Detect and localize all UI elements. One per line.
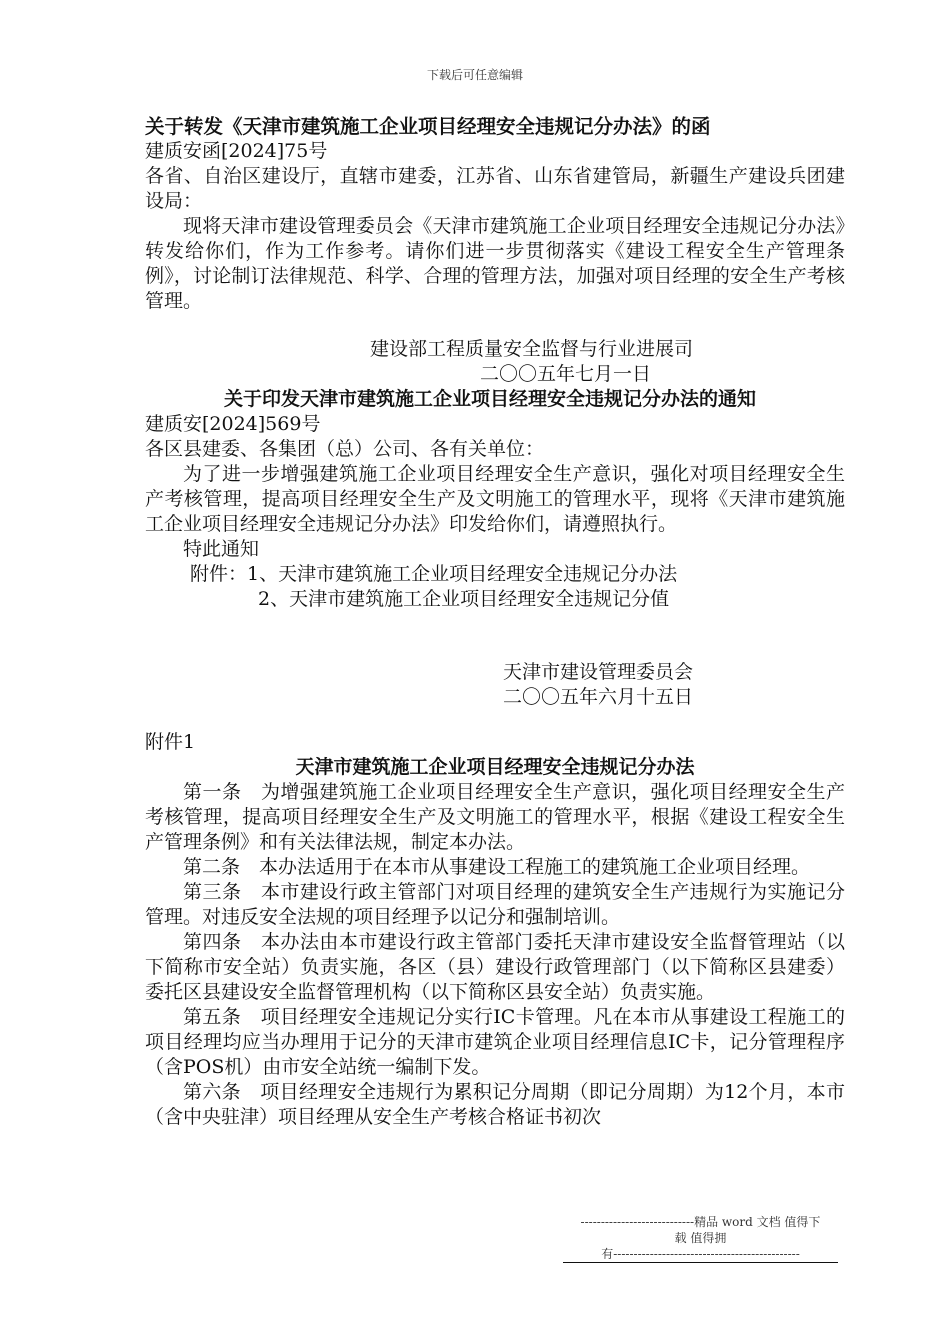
letter2-attachment-1: 附件：1、天津市建筑施工企业项目经理安全违规记分办法	[190, 563, 678, 585]
header-note: 下载后可任意编辑	[426, 68, 523, 82]
letter1-doc-number: 建质安函[2024]75号	[145, 140, 328, 162]
letter2-body: 为了进一步增强建筑施工企业项目经理安全生产意识，强化对项目经理安全生产考核管理，提高项目经理安全生产及文明施工的管理水平，现将《天津市建筑施工企业项目经理安全违规记分办法》印发给你们，请遵照执行。	[145, 463, 845, 535]
appendix-label: 附件1	[145, 731, 196, 753]
letter2-doc-number: 建质安[2024]569号	[145, 413, 321, 435]
letter1-title: 关于转发《天津市建筑施工企业项目经理安全违规记分办法》的函	[145, 115, 711, 138]
letter2-addressee: 各区县建委、各集团（总）公司、各有关单位：	[145, 438, 545, 460]
article-3: 第三条 本市建设行政主管部门对项目经理的建筑安全生产违规行为实施记分管理。对违反安全法规的项目经理予以记分和强制培训。	[145, 881, 845, 928]
letter1-addressee: 各省、自治区建设厅，直辖市建委，江苏省、山东省建管局，新疆生产建设兵团建设局：	[145, 165, 845, 212]
footer-note	[563, 1214, 838, 1262]
footer-line-1: ----------------------------精品 word 文档 值得下	[580, 1215, 821, 1229]
spacer	[145, 314, 845, 337]
letter1-body: 现将天津市建设管理委员会《天津市建筑施工企业项目经理安全违规记分办法》转发给你们，作为工作参考。请你们进一步贯彻落实《建设工程安全生产管理条例》，讨论制订法律规范、科学、合理的管理方法，加强对项目经理的安全生产考核管理。	[145, 215, 845, 312]
footer-line-3: 有----------------------------------------------	[601, 1247, 800, 1261]
spacer	[145, 612, 845, 660]
letter1-date: 二〇〇五年七月一日	[480, 363, 652, 385]
letter2-signer: 天津市建设管理委员会	[503, 661, 694, 683]
article-1: 第一条 为增强建筑施工企业项目经理安全生产意识，强化项目经理安全生产考核管理，提高项目经理安全生产及文明施工的管理水平，根据《建设工程安全生产管理条例》和有关法律法规，制定本办法。	[145, 781, 845, 853]
document-body	[145, 114, 845, 1130]
footer-line-2: 载 值得拥	[674, 1231, 727, 1245]
footer-rule	[563, 1262, 838, 1263]
letter2-title: 关于印发天津市建筑施工企业项目经理安全违规记分办法的通知	[223, 388, 756, 410]
letter1-signer: 建设部工程质量安全监督与行业进展司	[370, 338, 694, 360]
appendix-title: 天津市建筑施工企业项目经理安全违规记分办法	[295, 756, 695, 778]
article-6: 第六条 项目经理安全违规行为累积记分周期（即记分周期）为12个月，本市（含中央驻津）项目经理从安全生产考核合格证书初次	[145, 1081, 845, 1128]
spacer	[145, 710, 845, 730]
article-4: 第四条 本办法由本市建设行政主管部门委托天津市建设安全监督管理站（以下简称市安全站）负责实施，各区（县）建设行政管理部门（以下简称区县建委）委托区县建设安全监督管理机构（以下简称区县安全站）负责实施。	[145, 931, 845, 1003]
letter2-notice: 特此通知	[183, 538, 260, 560]
letter2-attachment-2: 2、天津市建筑施工企业项目经理安全违规记分值	[258, 588, 670, 610]
article-2: 第二条 本办法适用于在本市从事建设工程施工的建筑施工企业项目经理。	[183, 856, 811, 878]
article-5: 第五条 项目经理安全违规记分实行IC卡管理。凡在本市从事建设工程施工的项目经理均应当办理用于记分的天津市建筑企业项目经理信息IC卡，记分管理程序（含POS机）由市安全站统一编制下发。	[145, 1006, 845, 1078]
letter2-date: 二〇〇五年六月十五日	[503, 686, 694, 708]
